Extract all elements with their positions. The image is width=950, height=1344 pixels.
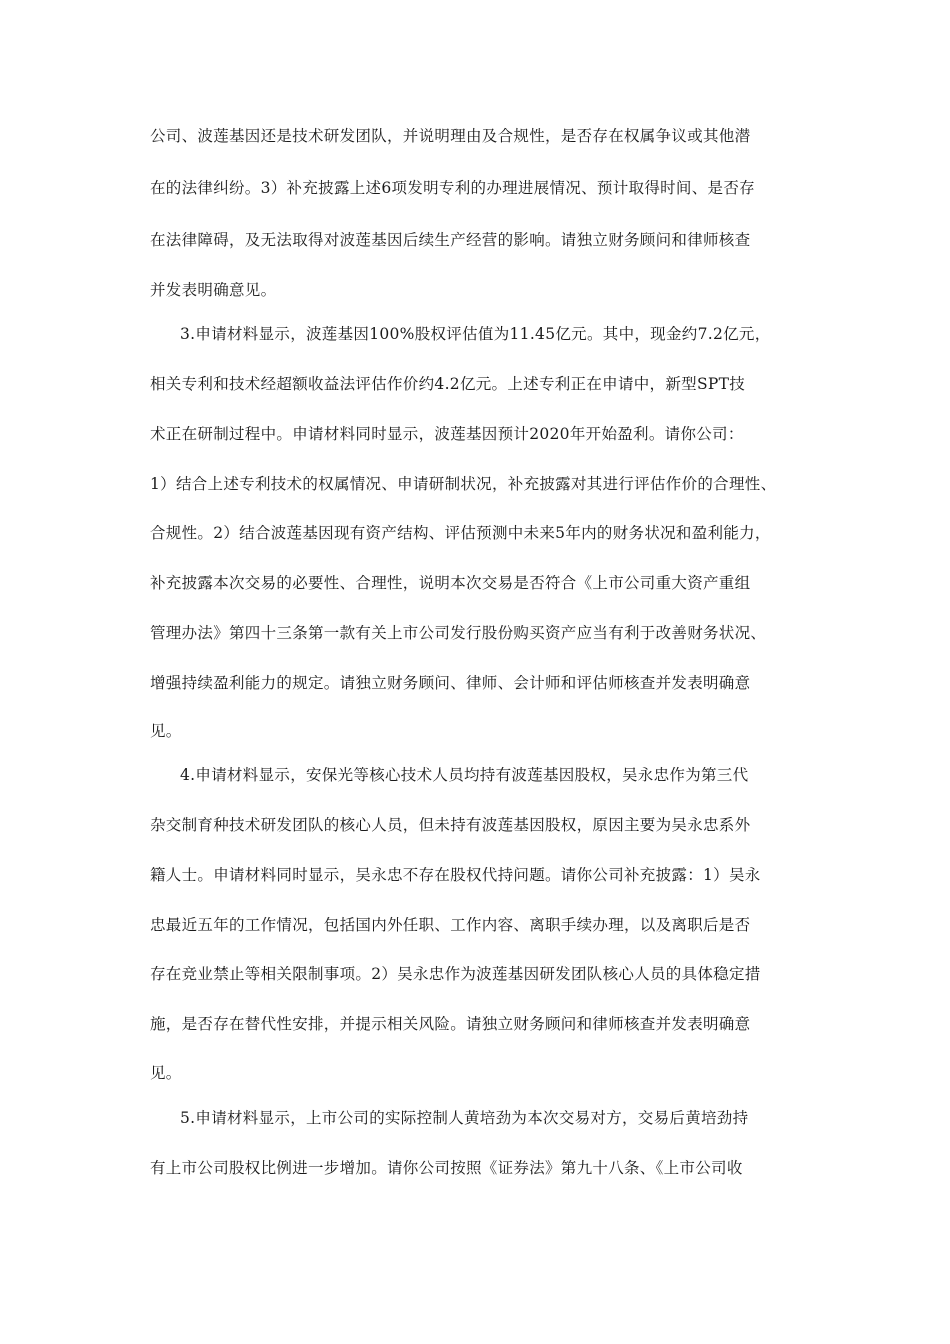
text-line: 见。 bbox=[150, 722, 182, 740]
text-line: 在法律障碍，及无法取得对波莲基因后续生产经营的影响。请独立财务顾问和律师核查 bbox=[150, 231, 751, 249]
paragraph-5-first-line: 5.申请材料显示，上市公司的实际控制人黄培劲为本次交易对方，交易后黄培劲持 bbox=[180, 1109, 749, 1127]
text-line: 并发表明确意见。 bbox=[150, 281, 277, 299]
text-line: 相关专利和技术经超额收益法评估作价约4.2亿元。上述专利正在申请中，新型SPT技 bbox=[150, 375, 746, 393]
text-line: 有上市公司股权比例进一步增加。请你公司按照《证券法》第九十八条、《上市公司收 bbox=[150, 1159, 743, 1177]
paragraph-3-first-line: 3.申请材料显示，波莲基因100%股权评估值为11.45亿元。其中，现金约7.2亿元， bbox=[180, 325, 771, 343]
text-line: 增强持续盈利能力的规定。请独立财务顾问、律师、会计师和评估师核查并发表明确意 bbox=[150, 674, 751, 692]
text-line: 施，是否存在替代性安排，并提示相关风险。请独立财务顾问和律师核查并发表明确意 bbox=[150, 1015, 751, 1033]
text-line: 补充披露本次交易的必要性、合理性，说明本次交易是否符合《上市公司重大资产重组 bbox=[150, 574, 751, 592]
text-line: 杂交制育种技术研发团队的核心人员，但未持有波莲基因股权，原因主要为吴永忠系外 bbox=[150, 816, 751, 834]
text-line: 术正在研制过程中。申请材料同时显示，波莲基因预计2020年开始盈利。请你公司： bbox=[150, 425, 744, 443]
text-line: 忠最近五年的工作情况，包括国内外任职、工作内容、离职手续办理，以及离职后是否 bbox=[150, 916, 751, 934]
text-line: 籍人士。申请材料同时显示，吴永忠不存在股权代持问题。请你公司补充披露：1）吴永 bbox=[150, 866, 761, 884]
text-line: 存在竞业禁止等相关限制事项。2）吴永忠作为波莲基因研发团队核心人员的具体稳定措 bbox=[150, 965, 761, 983]
text-line: 1）结合上述专利技术的权属情况、申请研制状况，补充披露对其进行评估作价的合理性、 bbox=[150, 475, 777, 493]
text-line: 合规性。2）结合波莲基因现有资产结构、评估预测中未来5年内的财务状况和盈利能力， bbox=[150, 524, 771, 542]
text-line: 公司、波莲基因还是技术研发团队，并说明理由及合规性，是否存在权属争议或其他潜 bbox=[150, 127, 751, 145]
text-line: 管理办法》第四十三条第一款有关上市公司发行股份购买资产应当有利于改善财务状况、 bbox=[150, 624, 767, 642]
text-line: 在的法律纠纷。3）补充披露上述6项发明专利的办理进展情况、预计取得时间、是否存 bbox=[150, 179, 755, 197]
text-line: 见。 bbox=[150, 1064, 182, 1082]
paragraph-4-first-line: 4.申请材料显示，安保光等核心技术人员均持有波莲基因股权，吴永忠作为第三代 bbox=[180, 766, 749, 784]
